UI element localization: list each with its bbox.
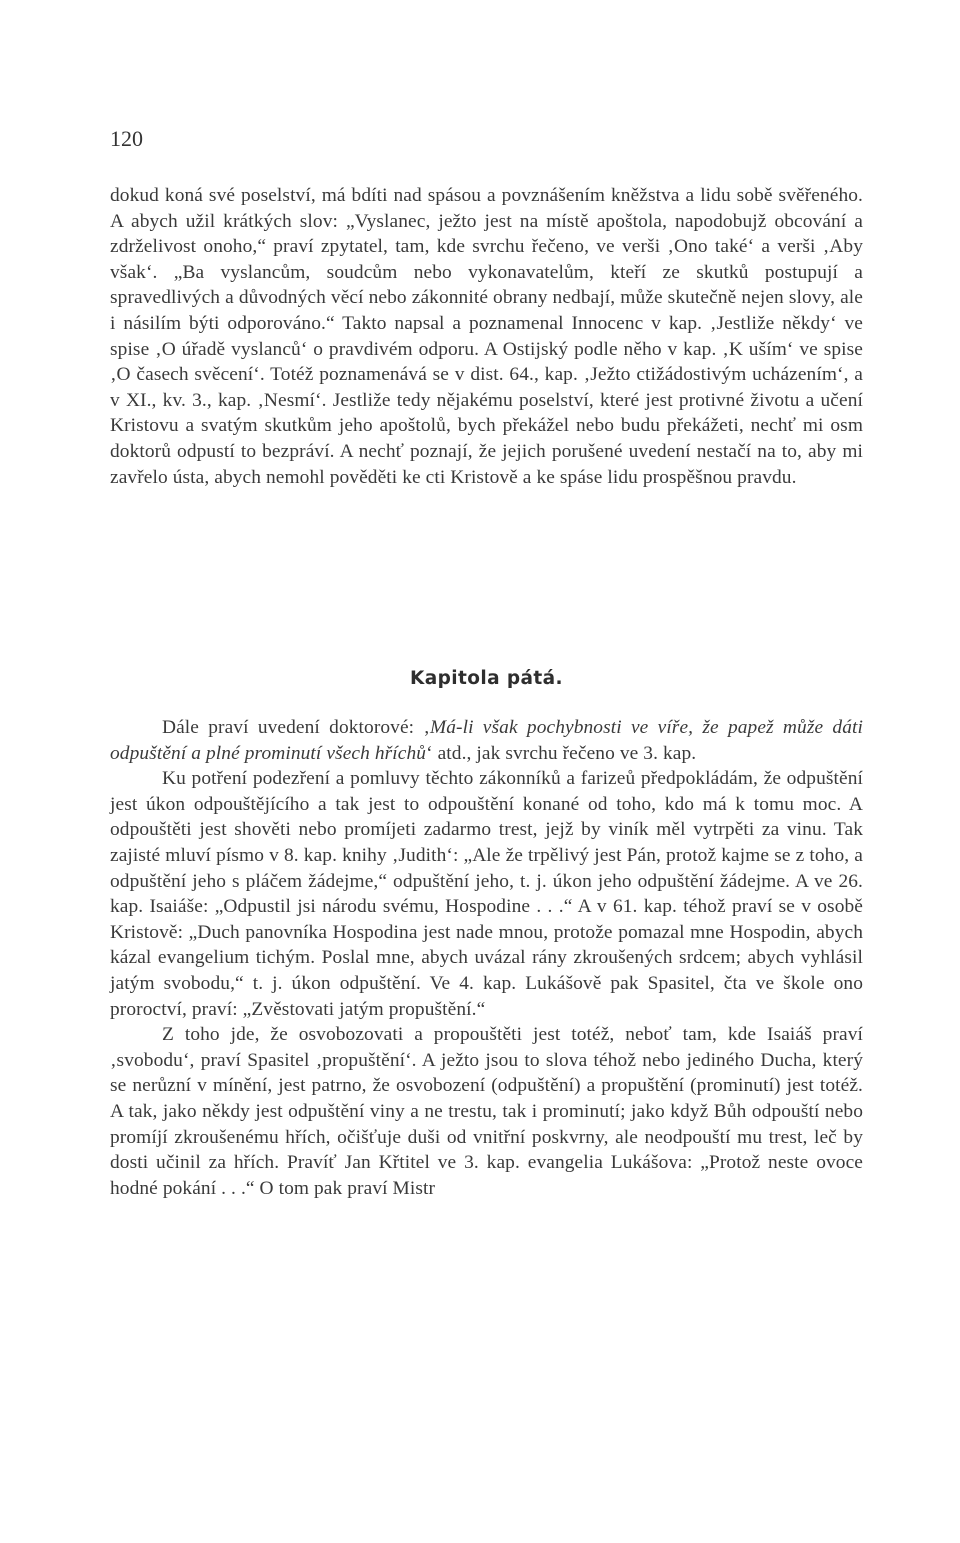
paragraph-text: ‘ atd., jak svrchu řečeno ve 3. kap. — [426, 742, 697, 764]
paragraph: dokud koná své poselství, má bdíti nad spásou a povznášením kněžstva a lidu sobě svěřeného. A abych užil krátkých slov: „Vyslanec, ježto jest na místě apoštola, napodobujž obcování a zdrželivost onoho,“ praví zpytatel, tam, kde svrchu řečeno, ve verši ‚Ono také‘ a verši ‚Aby však‘. „Ba vyslancům, soudcům nebo vykonavatelům, kteří ze skutků postupují a spravedlivých a důvodných věcí nebo zákonnité obrany nedbají, může skutečně nejen slovy, ale i násilím býti odporováno.“ Takto napsal a poznamenal Innocenc v kap. ‚Jestliže někdy‘ ve spise ‚O úřadě vyslanců‘ o pravdivém odporu. A Ostijský podle něho v kap. ‚K uším‘ ve spise ‚O časech svěcení‘. Totéž poznamenává se v dist. 64., kap. ‚Ježto ctižádostivým ucházením‘, a v XI., kv. 3., kap. ‚Nesmí‘. Jestliže tedy nějakému poselství, které jest protivné životu a učení Kristovu a svatým skutkům jeho apoštolů, bych překážel nebo budu překážeti, nechť mi osm doktorů odpustí to bezpráví. A nechť poznají, že jejich porušené uvedení nestačí na to, aby mi zavřelo ústa, abych nemohl pověděti ke cti Kristově a ke spáse lidu prospěšnou pravdu. — [110, 185, 863, 488]
text-block-top — [110, 183, 863, 490]
paragraph — [110, 715, 863, 766]
text-block-chapter — [110, 715, 863, 1201]
paragraph: Z toho jde, že osvobozovati a propouštěti jest totéž, neboť tam, kde Isaiáš praví ‚svobodu‘, praví Spasitel ‚propuštění‘. A ježto jsou to slova téhož nebo jediného Ducha, který se nerůzní v mínění, jest patrno, že osvobození (odpuštění) a propuštění (prominutí) jest totéž. A tak, jako někdy jest odpuštění viny a ne trestu, tak i prominutí; jako když Bůh odpouští nebo promíjí zkroušenému hřích, očišťuje duši od vnitřní poskvrny, ale neodpouští mu trest, leč by dosti učinil za hřích. Pravíť Jan Křtitel ve 3. kap. evangelia Lukášova: „Protož neste ovoce hodné pokání . . .“ O tom pak praví Mistr — [110, 1024, 863, 1199]
page-number: 120 — [110, 126, 143, 151]
paragraph-text: Dále praví uvedení doktorové: ‚ — [162, 717, 430, 738]
chapter-heading: Kapitola pátá. — [410, 668, 563, 689]
paragraph: Ku potření podezření a pomluvy těchto zákonníků a farizeů předpokládám, že odpuštění jest úkon odpouštějícího a tak jest to odpouštění konané od toho, kdo má k tomu moc. A odpouštěti jest shověti nebo promíjeti zadarmo trest, jejž by viník měl vytrpěti za vinu. Tak zajisté mluví písmo v 8. kap. knihy ‚Judith‘: „Ale že trpělivý jest Pán, protož kajme se z toho, a odpuštění jeho s pláčem žádejme,“ odpuštění jeho, t. j. úkon jeho odpuštění žádejme. A ve 26. kap. Isaiáše: „Odpustil jsi národu svému, Hospodine . . .“ A v 61. kap. téhož praví se v osobě Kristově: „Duch panovníka Hospodina jest nade mnou, protože pomazal mne Hospodin, abych kázal evangelium tichým. Poslal mne, abych uvázal rány zkroušených srdcem; abych vyhlásil jatým svobodu,“ t. j. úkon odpuštění. Ve 4. kap. Lukášově pak Spasitel, čta ve škole ono proroctví, praví: „Zvěstovati jatým propuštění.“ — [110, 768, 863, 1020]
italic-quote: Má-li však pochybnosti ve víře, že papež může dáti odpuštění a plné prominutí všech hříchů — [110, 717, 863, 764]
